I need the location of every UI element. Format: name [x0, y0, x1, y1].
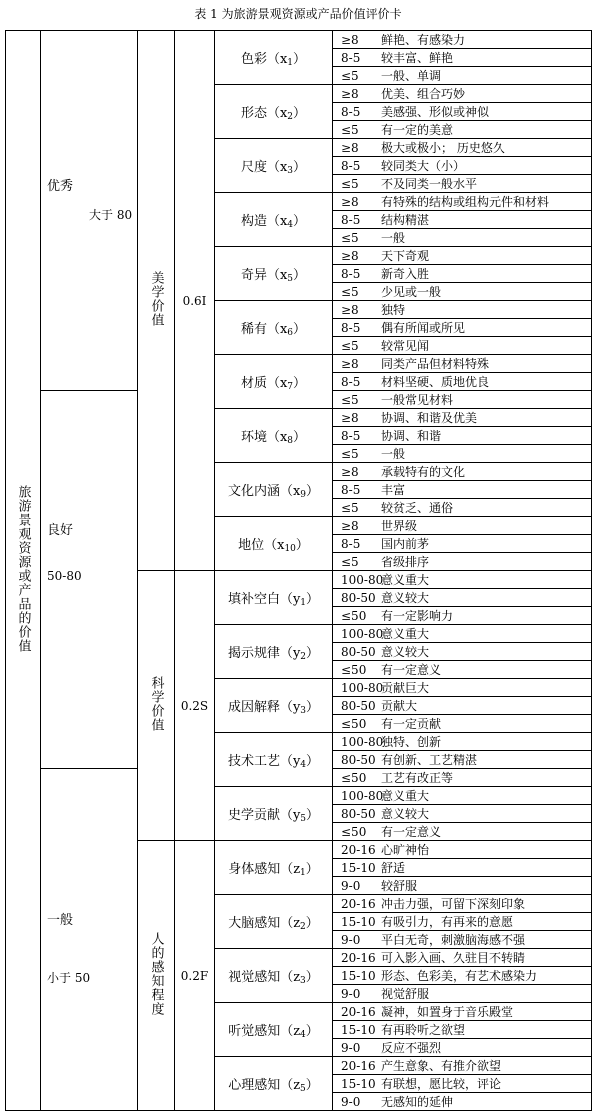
level-score: 100-80	[341, 789, 384, 803]
factor-subscript: 6	[287, 327, 294, 338]
factor-cell	[215, 571, 333, 625]
level-cell	[333, 211, 592, 229]
level-score: 8-5	[341, 267, 361, 281]
factor-subscript: 1	[300, 597, 307, 608]
level-score: 9-0	[341, 987, 361, 1001]
level-score: ≥8	[341, 303, 359, 317]
root-label: 旅游景观资源或产品的价值	[15, 485, 31, 653]
level-cell	[333, 121, 592, 139]
level-description: 反应不强烈	[381, 1041, 442, 1055]
factor-cell	[215, 895, 333, 949]
level-description: 协调、和谐	[381, 429, 442, 443]
factor-name: 构造（x	[240, 213, 288, 229]
level-cell	[333, 409, 592, 427]
level-score: ≥8	[341, 87, 359, 101]
level-cell	[333, 391, 592, 409]
level-score: 100-80	[341, 735, 384, 749]
level-cell	[333, 517, 592, 535]
level-description: 有一定意义	[381, 825, 442, 839]
level-description: 无感知的延伸	[381, 1095, 454, 1109]
factor-name: 填补空白（y	[227, 591, 301, 607]
factor-subscript: 4	[300, 759, 307, 770]
level-cell	[333, 337, 592, 355]
level-description: 形态、色彩美，有艺术感染力	[381, 969, 538, 983]
factor-close: ）	[305, 1023, 319, 1039]
factor-subscript: 1	[300, 867, 306, 878]
factor-cell	[215, 949, 333, 1003]
category-weight: 0.6I	[175, 31, 215, 571]
factor-subscript: 5	[287, 273, 294, 284]
evaluation-table	[5, 30, 592, 1111]
level-cell	[333, 319, 592, 337]
level-cell	[333, 535, 592, 553]
factor-cell	[215, 1003, 333, 1057]
factor-subscript: 4	[287, 219, 294, 230]
factor-cell	[215, 193, 333, 247]
level-score: 100-80	[341, 627, 384, 641]
level-description: 世界级	[381, 519, 418, 533]
factor-close: ）	[295, 537, 309, 553]
level-cell	[333, 679, 592, 697]
level-cell	[333, 733, 592, 751]
level-cell	[333, 67, 592, 85]
table-title: 表 1 为旅游景观资源或产品价值评价卡	[194, 7, 402, 21]
level-description: 材料坚硬、质地优良	[381, 375, 490, 389]
factor-cell	[215, 463, 333, 517]
level-description: 意义较大	[381, 645, 430, 659]
factor-name: 技术工艺（y	[227, 753, 301, 769]
level-cell	[333, 1039, 592, 1057]
level-cell	[333, 805, 592, 823]
level-description: 省级排序	[381, 555, 430, 569]
level-cell	[333, 427, 592, 445]
factor-close: ）	[293, 159, 307, 175]
level-description: 产生意象、有推介欲望	[381, 1059, 502, 1073]
level-score: ≥8	[341, 519, 359, 533]
level-cell	[333, 103, 592, 121]
factor-name: 成因解释（y	[227, 699, 301, 715]
level-score: 80-50	[341, 645, 376, 659]
level-cell	[333, 1057, 592, 1075]
factor-name: 材质（x	[240, 375, 288, 391]
factor-close: ）	[293, 375, 307, 391]
factor-subscript: 3	[300, 705, 307, 716]
factor-name: 形态（x	[240, 105, 288, 121]
level-score: 80-50	[341, 591, 376, 605]
level-score: 20-16	[341, 897, 376, 911]
level-cell	[333, 175, 592, 193]
factor-subscript: 7	[287, 381, 294, 392]
factor-cell	[215, 139, 333, 193]
level-score: ≥8	[341, 141, 359, 155]
level-cell	[333, 769, 592, 787]
level-score: ≤5	[341, 285, 359, 299]
factor-cell	[215, 301, 333, 355]
level-cell	[333, 643, 592, 661]
level-score: ≤50	[341, 825, 367, 839]
factor-close: ）	[306, 753, 320, 769]
level-description: 舒适	[381, 861, 406, 875]
level-score: ≤5	[341, 339, 359, 353]
category-cell	[138, 31, 175, 571]
level-score: 20-16	[341, 1005, 376, 1019]
level-cell	[333, 823, 592, 841]
level-score: ≤5	[341, 69, 359, 83]
level-description: 可入影入画、久驻目不转睛	[381, 951, 526, 965]
level-description: 工艺有改正等	[381, 771, 454, 785]
factor-cell	[215, 355, 333, 409]
level-cell	[333, 571, 592, 589]
level-cell	[333, 283, 592, 301]
level-cell	[333, 859, 592, 877]
level-cell	[333, 895, 592, 913]
factor-close: ）	[305, 969, 319, 985]
factor-close: ）	[293, 429, 307, 445]
level-description: 较舒服	[381, 879, 418, 893]
level-score: 8-5	[341, 537, 361, 551]
level-score: ≤5	[341, 501, 359, 515]
factor-name: 视觉感知（z	[228, 969, 301, 985]
grade-name: 优秀	[47, 179, 74, 194]
level-cell	[333, 139, 592, 157]
level-score: 80-50	[341, 807, 376, 821]
level-description: 较同类大（小）	[381, 159, 466, 173]
level-score: 15-10	[341, 915, 376, 929]
level-cell	[333, 373, 592, 391]
level-score: 20-16	[341, 843, 376, 857]
factor-cell	[215, 733, 333, 787]
level-description: 一般	[381, 447, 406, 461]
level-cell	[333, 553, 592, 571]
grade-range: 大于 80	[89, 208, 133, 222]
factor-name: 地位（x	[238, 537, 285, 553]
level-cell	[333, 877, 592, 895]
level-score: 9-0	[341, 933, 361, 947]
level-score: 8-5	[341, 105, 361, 119]
level-cell	[333, 697, 592, 715]
category-weight: 0.2S	[175, 571, 215, 841]
factor-name: 心理感知（z	[228, 1077, 301, 1093]
level-cell	[333, 589, 592, 607]
level-description: 有吸引力，有再来的意愿	[381, 915, 514, 929]
factor-cell	[215, 1057, 333, 1111]
level-description: 较贫乏、通俗	[381, 501, 454, 515]
level-score: 15-10	[341, 969, 376, 983]
factor-subscript: 5	[300, 1083, 306, 1094]
grade-cell	[41, 769, 138, 1111]
factor-close: ）	[293, 321, 307, 337]
level-cell	[333, 841, 592, 859]
level-description: 意义较大	[381, 807, 430, 821]
factor-cell	[215, 85, 333, 139]
factor-name: 大脑感知（z	[228, 915, 301, 931]
factor-name: 身体感知（z	[228, 861, 301, 877]
level-score: ≤5	[341, 393, 359, 407]
level-score: 100-80	[341, 681, 384, 695]
factor-close: ）	[305, 1077, 319, 1093]
level-description: 一般常见材料	[381, 393, 454, 407]
factor-name: 奇异（x	[240, 267, 288, 283]
level-description: 国内前茅	[381, 537, 430, 551]
factor-close: ）	[305, 861, 319, 877]
factor-cell	[215, 787, 333, 841]
factor-cell	[215, 31, 333, 85]
level-score: ≥8	[341, 465, 359, 479]
category-name: 美学价值	[148, 271, 164, 327]
level-description: 心旷神怡	[381, 843, 430, 857]
level-description: 贡献巨大	[381, 681, 430, 695]
level-description: 意义较大	[381, 591, 430, 605]
factor-subscript: 9	[300, 489, 307, 500]
factor-cell	[215, 409, 333, 463]
level-cell	[333, 751, 592, 769]
factor-name: 史学贡献（y	[227, 807, 301, 823]
grade-range: 50-80	[47, 569, 82, 583]
level-description: 协调、和谐及优美	[381, 411, 478, 425]
level-description: 有再聆听之欲望	[381, 1023, 466, 1037]
factor-name: 听觉感知（z	[228, 1023, 301, 1039]
factor-subscript: 2	[287, 111, 294, 122]
level-description: 有一定意义	[381, 663, 442, 677]
level-cell	[333, 787, 592, 805]
level-cell	[333, 607, 592, 625]
grade-cell	[41, 391, 138, 769]
level-description: 有特殊的结构或组构元件和材料	[381, 195, 550, 209]
level-score: 80-50	[341, 753, 376, 767]
level-description: 意义重大	[381, 789, 430, 803]
level-score: 15-10	[341, 1077, 376, 1091]
level-cell	[333, 625, 592, 643]
level-score: ≤5	[341, 177, 359, 191]
factor-close: ）	[306, 483, 320, 499]
level-description: 较丰富、鲜艳	[381, 51, 454, 65]
level-cell	[333, 229, 592, 247]
level-description: 少见或一般	[381, 285, 442, 299]
factor-name: 文化内涵（x	[227, 483, 301, 499]
level-description: 视觉舒服	[381, 987, 430, 1001]
level-description: 有创新、工艺精湛	[381, 753, 478, 767]
level-description: 美感强、形似或神似	[381, 105, 490, 119]
level-description: 结构精湛	[381, 213, 430, 227]
level-description: 独特、创新	[381, 735, 442, 749]
level-cell	[333, 661, 592, 679]
level-score: ≥8	[341, 33, 359, 47]
factor-cell	[215, 625, 333, 679]
factor-subscript: 3	[300, 975, 306, 986]
level-description: 冲击力强，可留下深刻印象	[381, 897, 526, 911]
factor-close: ）	[305, 915, 319, 931]
level-score: 100-80	[341, 573, 384, 587]
root-label-cell	[6, 31, 41, 1111]
level-cell	[333, 445, 592, 463]
level-description: 天下奇观	[381, 249, 430, 263]
category-name: 科学价值	[148, 676, 164, 732]
factor-subscript: 2	[300, 921, 306, 932]
level-score: 8-5	[341, 321, 361, 335]
level-score: 20-16	[341, 951, 376, 965]
level-description: 凝神，如置身于音乐殿堂	[381, 1005, 514, 1019]
level-description: 一般、单调	[381, 69, 442, 83]
level-score: ≤50	[341, 663, 367, 677]
table-body	[6, 31, 592, 1111]
grade-name: 良好	[47, 523, 74, 538]
level-score: ≥8	[341, 357, 359, 371]
grade-cell	[41, 31, 138, 391]
level-score: 8-5	[341, 213, 361, 227]
level-description: 不及同类一般水平	[381, 177, 478, 191]
factor-close: ）	[306, 645, 320, 661]
level-score: 20-16	[341, 1059, 376, 1073]
level-cell	[333, 913, 592, 931]
factor-subscript: 3	[287, 165, 294, 176]
level-score: ≤5	[341, 231, 359, 245]
level-cell	[333, 715, 592, 733]
level-description: 较常见闻	[381, 339, 430, 353]
level-cell	[333, 193, 592, 211]
factor-name: 稀有（x	[240, 321, 288, 337]
factor-name: 尺度（x	[240, 159, 288, 175]
level-description: 有联想，愿比较，评论	[381, 1077, 502, 1091]
level-score: ≤50	[341, 609, 367, 623]
factor-close: ）	[293, 105, 307, 121]
level-score: ≤50	[341, 717, 367, 731]
level-description: 贡献大	[381, 699, 418, 713]
level-score: 9-0	[341, 1095, 361, 1109]
level-cell	[333, 1003, 592, 1021]
level-cell	[333, 931, 592, 949]
level-score: 9-0	[341, 879, 361, 893]
level-cell	[333, 247, 592, 265]
level-cell	[333, 1021, 592, 1039]
category-name: 人的感知程度	[148, 932, 164, 1016]
level-description: 有一定影响力	[381, 609, 454, 623]
level-cell	[333, 85, 592, 103]
level-description: 有一定贡献	[381, 717, 442, 731]
factor-close: ）	[293, 267, 307, 283]
factor-name: 色彩（x	[240, 51, 288, 67]
category-cell	[138, 571, 175, 841]
factor-close: ）	[293, 51, 307, 67]
level-score: 8-5	[341, 429, 361, 443]
factor-subscript: 8	[287, 435, 294, 446]
level-description: 极大或极小； 历史悠久	[381, 141, 505, 155]
level-score: ≤5	[341, 555, 359, 569]
level-description: 独特	[381, 303, 406, 317]
category-weight: 0.2F	[175, 841, 215, 1111]
level-score: 15-10	[341, 861, 376, 875]
factor-cell	[215, 517, 333, 571]
level-description: 鲜艳、有感染力	[381, 33, 466, 47]
level-cell	[333, 157, 592, 175]
factor-close: ）	[293, 213, 307, 229]
factor-cell	[215, 679, 333, 733]
factor-subscript: 5	[300, 813, 307, 824]
level-description: 优美、组合巧妙	[381, 87, 466, 101]
level-score: 8-5	[341, 483, 361, 497]
level-score: ≥8	[341, 411, 359, 425]
level-cell	[333, 49, 592, 67]
level-score: 80-50	[341, 699, 376, 713]
factor-cell	[215, 841, 333, 895]
level-description: 偶有所闻或所见	[381, 321, 466, 335]
level-score: ≥8	[341, 195, 359, 209]
level-score: 8-5	[341, 159, 361, 173]
level-cell	[333, 31, 592, 49]
level-cell	[333, 985, 592, 1003]
level-description: 丰富	[381, 483, 406, 497]
level-cell	[333, 499, 592, 517]
level-score: ≥8	[341, 249, 359, 263]
level-cell	[333, 265, 592, 283]
factor-close: ）	[306, 699, 320, 715]
level-cell	[333, 463, 592, 481]
table-row	[6, 31, 592, 49]
level-description: 意义重大	[381, 573, 430, 587]
factor-name: 揭示规律（y	[227, 645, 301, 661]
level-score: 15-10	[341, 1023, 376, 1037]
factor-subscript: 10	[284, 543, 296, 554]
level-description: 承载特有的文化	[381, 465, 466, 479]
grade-range: 小于 50	[47, 971, 91, 985]
level-cell	[333, 481, 592, 499]
level-cell	[333, 301, 592, 319]
factor-close: ）	[306, 807, 320, 823]
level-cell	[333, 967, 592, 985]
factor-subscript: 2	[300, 651, 307, 662]
factor-close: ）	[306, 591, 320, 607]
level-description: 同类产品但材料特殊	[381, 357, 490, 371]
level-cell	[333, 355, 592, 373]
level-cell	[333, 1093, 592, 1111]
level-description: 平白无奇，刺激脑海感不强	[381, 933, 526, 947]
level-description: 有一定的美意	[381, 123, 454, 137]
level-score: ≤5	[341, 447, 359, 461]
level-cell	[333, 1075, 592, 1093]
level-cell	[333, 949, 592, 967]
level-score: 8-5	[341, 51, 361, 65]
level-description: 一般	[381, 231, 406, 245]
factor-subscript: 1	[287, 57, 294, 68]
factor-cell	[215, 247, 333, 301]
level-description: 新奇入胜	[381, 267, 430, 281]
factor-subscript: 4	[300, 1029, 306, 1040]
level-score: ≤50	[341, 771, 367, 785]
category-cell	[138, 841, 175, 1111]
level-score: ≤5	[341, 123, 359, 137]
grade-name: 一般	[47, 913, 74, 928]
level-description: 意义重大	[381, 627, 430, 641]
level-score: 9-0	[341, 1041, 361, 1055]
factor-name: 环境（x	[240, 429, 288, 445]
level-score: 8-5	[341, 375, 361, 389]
